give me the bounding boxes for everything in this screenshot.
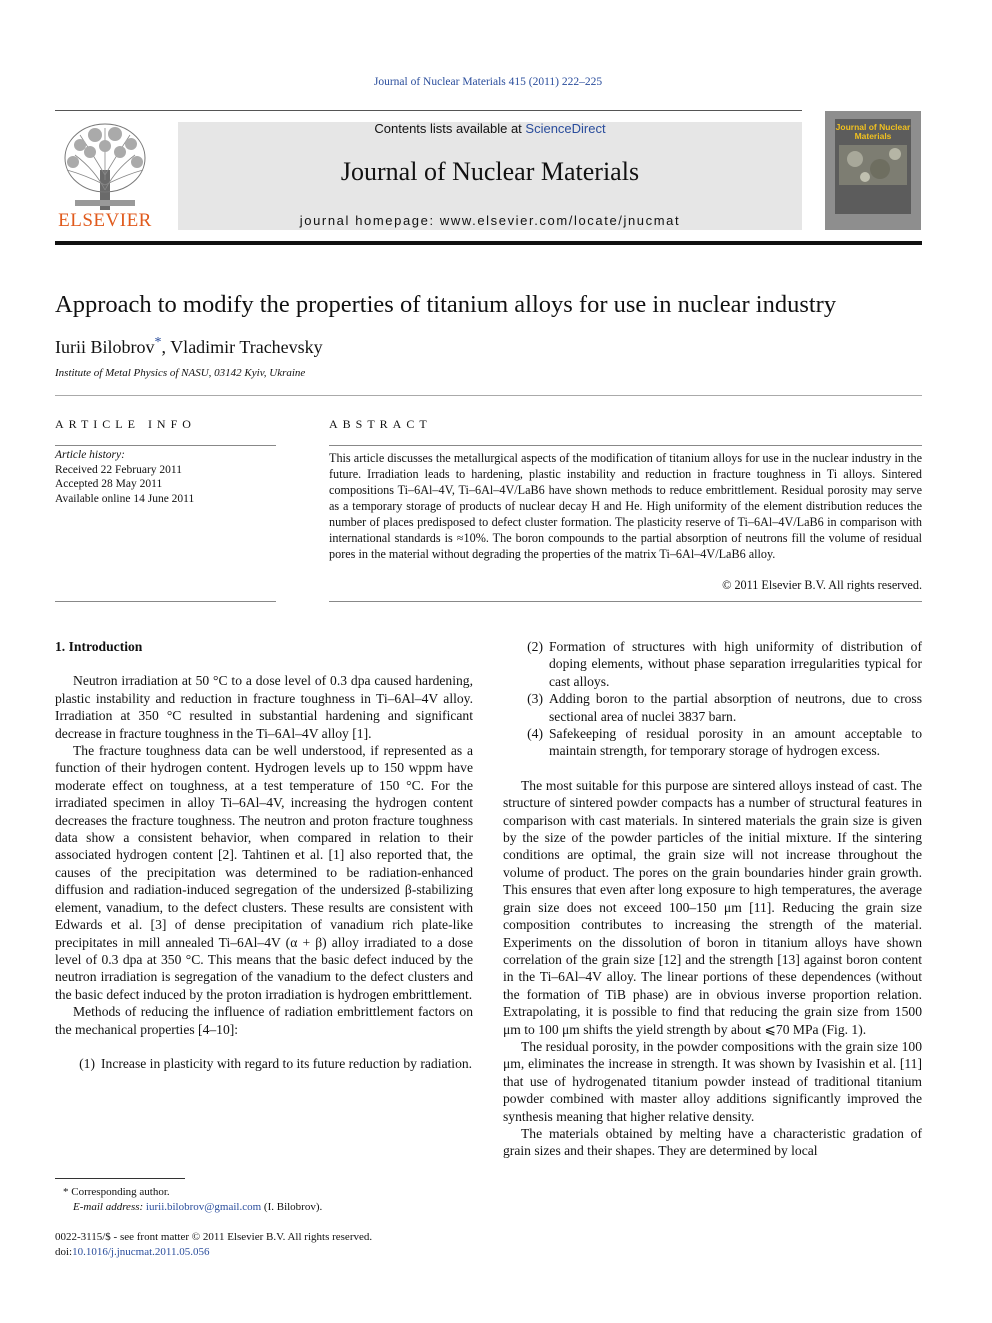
list-item xyxy=(503,690,922,725)
spacer xyxy=(503,760,922,777)
received-date: Received 22 February 2011 xyxy=(55,463,182,476)
email-label: E-mail address: xyxy=(73,1201,146,1213)
footnotes xyxy=(55,1185,322,1215)
accepted-date: Accepted 28 May 2011 xyxy=(55,478,163,490)
list-number: (3) xyxy=(527,691,543,707)
list-item xyxy=(503,638,922,690)
cover-texture-icon xyxy=(835,119,911,214)
divider xyxy=(55,395,922,396)
divider xyxy=(55,601,276,602)
list-number: (1) xyxy=(79,1055,95,1071)
list-text: Increase in plasticity with regard to its future reduction by radiation. xyxy=(101,1055,473,1071)
divider xyxy=(329,445,922,446)
paragraph: Neutron irradiation at 50 °C to a dose level of 0.3 dpa caused hardening, plastic instability and reduction in fracture toughness in Ti–6Al–4V alloy. Irradiation at 350 °C resulted in substantial hardening and significant decrease in fracture toughness in the Ti–6Al–4V alloy [1]. xyxy=(55,673,473,741)
issn-line: 0022-3115/$ - see front matter © 2011 Elsevier B.V. All rights reserved. xyxy=(55,1231,373,1243)
email-suffix: (I. Bilobrov). xyxy=(261,1201,323,1213)
doi-line xyxy=(55,1245,372,1260)
abstract-heading: ABSTRACT xyxy=(329,417,432,431)
list-text: Safekeeping of residual porosity in an amount acceptable to maintain strength, for temporary storage of hydrogen excess. xyxy=(549,726,922,759)
abstract-text: This article discusses the metallurgical aspects of the modification of titanium alloys for use in the nuclear industry in the future. Irradiation leads to hardening, plastic instability and reduction in fracture toughness in Ti alloys. Sintered compositions Ti–6Al–4V, Ti–6Al–4V/LaB6 have shown methods to reduce embrittlement. Residual porosity may serve as a temporary storage of products of nuclear decay H and He. High uniformity of the element distribution reduces the number of places predisposed to defect cluster formation. The plasticity reserve of Ti–6Al–4V/LaB6 in comparison with international standards is ≈10%. The boron compounds to the partial absorption of neutrons fill the volume of residual pores in the material without degrading the properties of the matrix Ti–6Al–4V/LaB6 alloy. xyxy=(329,451,922,561)
body-column-right xyxy=(503,638,922,1160)
journal-title: Journal of Nuclear Materials xyxy=(340,157,640,186)
copyright-line: © 2011 Elsevier B.V. All rights reserved. xyxy=(722,578,922,592)
divider xyxy=(329,601,922,602)
list-text: Adding boron to the partial absorption of neutrons, due to cross sectional area of nuclei 3837 barn. xyxy=(549,691,922,724)
doi-prefix: doi: xyxy=(55,1246,73,1258)
author-name: Iurii Bilobrov xyxy=(55,337,155,357)
journal-citation[interactable]: Journal of Nuclear Materials 415 (2011) 222–225 xyxy=(373,76,603,88)
contents-prefix: Contents lists available at xyxy=(374,121,526,136)
author-list xyxy=(55,335,323,358)
paragraph: The materials obtained by melting have a characteristic gradation of grain sizes and their shapes. They are determined by local xyxy=(503,1125,922,1159)
history-label: Article history: xyxy=(55,449,125,461)
elsevier-logo[interactable] xyxy=(55,120,155,232)
paragraph: The most suitable for this purpose are sintered alloys instead of cast. The structure of sintered powder compacts has a number of structural features in comparison with cast materials. In sintered materials the grain size is given by the size of the powder particles of the initial mixture. If the sintering conditions are optimal, the grain size will not increase throughout the volume of product. The pores on the grain boundaries hinder grain growth. This ensures that even after long exposure to high temperatures, the average grain size does not exceed 100–150 μm [11]. Reducing the grain size composition contributes to increasing the strength of the material. Experiments on the dissolution of boron in titanium alloys have shown correlation of the grain size [12] and the strength [13] against boron content in the Ti–6Al–4V alloy. The linear portions of these dependences (without the formation of TiB phase) are in obvious inverse proportion relation. Extrapolating, it is possible to find that reducing the grain size from 1500 μm to 100 μm shifts the yield strength by about ⩽70 MPa (Fig. 1). xyxy=(503,777,922,1037)
list-number: (4) xyxy=(527,726,543,742)
journal-cover-image[interactable] xyxy=(825,111,921,230)
cover-photo xyxy=(835,119,911,214)
list-text: Formation of structures with high uniformity of distribution of doping elements, without phase separation irregularities typical for cast alloys. xyxy=(549,639,922,689)
paragraph: The fracture toughness data can be well understood, if represented as a function of their hydrogen content. Hydrogen levels up to 150 wppm have moderate effect on toughness, at a test temperature of 150 °C. For the irradiated specimen in alloy Ti–6Al–4V, increasing the hydrogen content decreases the fracture toughness. The neutron and proton fracture toughness data show a consistent behavior, when compared in relation to their associated hydrogen content [2]. Tahtinen et al. [1] also reported that, the causes of the precipitation was determined to be radiation-enhanced diffusion and radiation-induced segregation of the undersized β-stabilizing element, vanadium, to the defect clusters. These results are consistent with Edwards et al. [3] of dense precipitation of vanadium rich plate-like precipitates in mill annealed Ti–6Al–4V (α + β) alloy irradiated to a dose level of 0.3 dpa at 350 °C. This means that the basic defect induced by the neutron irradiation is segregation of the vanadium to the defect clusters and the basic defect induced by the proton irradiation is hydrogen embrittlement. xyxy=(55,743,473,1002)
author-name: Vladimir Trachevsky xyxy=(170,337,323,357)
header-thick-rule xyxy=(55,241,922,245)
sciencedirect-link[interactable]: ScienceDirect xyxy=(525,121,606,136)
corresponding-author-note: * Corresponding author. xyxy=(63,1186,170,1198)
journal-homepage-link[interactable]: journal homepage: www.elsevier.com/locate/jnucmat xyxy=(299,213,681,228)
paragraph: The residual porosity, in the powder compositions with the grain size 100 μm, eliminates the increase in strength. It was shown by Ivasishin et al. [11] that use of hydrogenated titanium powder instead of traditional titanium powder combined with master alloy additions significantly improved the synthesis meaning that higher relative density. xyxy=(503,1038,922,1124)
contents-line xyxy=(178,121,802,136)
paragraph: Methods of reducing the influence of radiation embrittlement factors on the mechanical properties [4–10]: xyxy=(55,1004,473,1037)
cover-title: Journal of Nuclear Materials xyxy=(835,122,911,141)
corresponding-author-mark[interactable]: * xyxy=(154,335,162,350)
article-title: Approach to modify the properties of titanium alloys for use in nuclear industry xyxy=(55,291,837,318)
email-note xyxy=(55,1200,322,1215)
article-info-heading: ARTICLE INFO xyxy=(55,417,196,431)
affiliation: Institute of Metal Physics of NASU, 03142 Kyiv, Ukraine xyxy=(55,367,306,379)
list-number: (2) xyxy=(527,639,543,654)
online-date: Available online 14 June 2011 xyxy=(55,492,195,505)
publisher-logo-text: ELSEVIER xyxy=(58,210,152,231)
article-history xyxy=(55,448,194,506)
divider xyxy=(55,445,276,446)
body-column-left xyxy=(55,638,473,1072)
journal-header-band xyxy=(178,122,802,230)
section-heading: 1. Introduction xyxy=(55,639,143,654)
footnote-rule xyxy=(55,1178,185,1179)
doi-link[interactable]: 10.1016/j.jnucmat.2011.05.056 xyxy=(72,1246,210,1258)
author-separator: , xyxy=(161,337,171,357)
spacer xyxy=(55,1038,473,1055)
email-link[interactable]: iurii.bilobrov@gmail.com xyxy=(145,1201,262,1213)
list-item xyxy=(503,725,922,760)
list-item xyxy=(55,1055,473,1072)
issn-doi-block xyxy=(55,1230,372,1260)
header-rule xyxy=(55,110,802,111)
